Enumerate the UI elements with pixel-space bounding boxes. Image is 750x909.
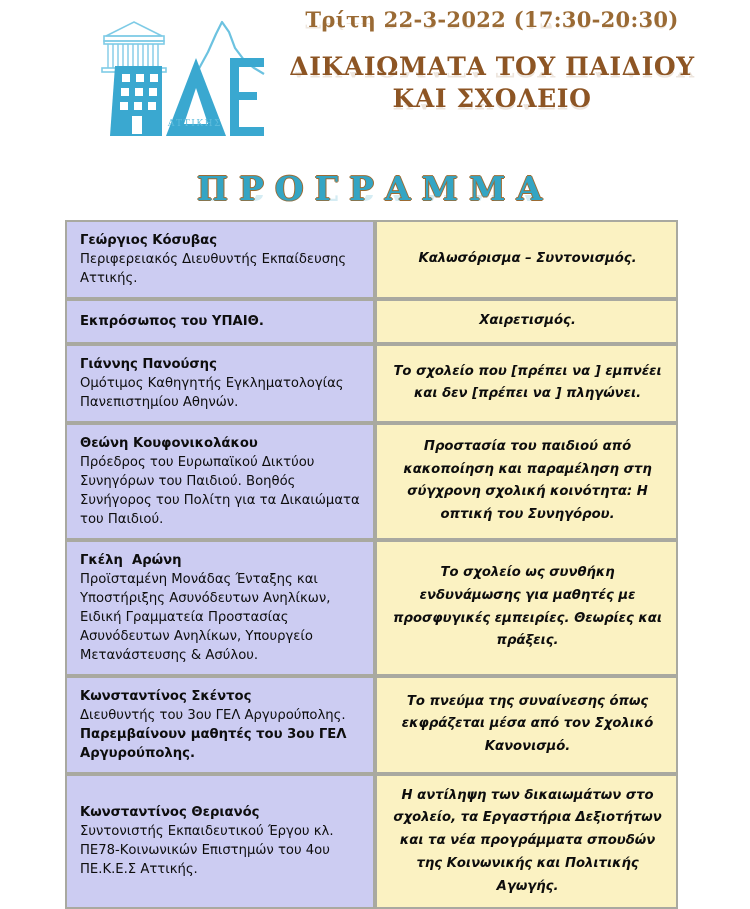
logo-subtitle-text: ΑΤΤΙΚΗΣ xyxy=(167,119,223,129)
speaker-cell xyxy=(65,344,375,423)
table-row xyxy=(65,676,678,774)
speaker-name: Γεώργιος Κόσυβας xyxy=(80,233,218,248)
speaker-cell xyxy=(65,423,375,540)
speaker-role: Διευθυντής του 3ου ΓΕΛ Αργυρούπολης. xyxy=(80,707,346,723)
table-row xyxy=(65,774,678,909)
speaker-name: Κωνσταντίνος Σκέντος xyxy=(80,688,252,704)
speaker-cell xyxy=(65,540,375,676)
topic-cell: Η αντίληψη των δικαιωμάτων στο σχολείο, τα Εργαστήρια Δεξιοτήτων και τα νέα προγράμματα σπουδών της Κοινωνικής και Πολιτικής Αγωγής. xyxy=(375,774,678,909)
table-row xyxy=(65,540,678,676)
logo-dide-attikis xyxy=(88,12,278,142)
page-title-line-1: ΔΙΚΑΙΩΜΑΤΑ ΤΟΥ ΠΑΙΔΙΟΥ ΔΙΚΑΙΩΜΑΤΑ ΤΟΥ ΠΑΙΔΙΟΥ xyxy=(282,51,702,83)
programme-table-body xyxy=(65,220,678,909)
header-text-block xyxy=(282,8,702,115)
speaker-role: Περιφερειακός Διευθυντής Εκπαίδευσης Αττικής. xyxy=(80,252,347,286)
programme-table xyxy=(65,220,678,909)
speaker-name: Εκπρόσωπος του ΥΠΑΙΘ. xyxy=(80,313,264,329)
speaker-cell xyxy=(65,299,375,344)
topic-cell: Χαιρετισμός. xyxy=(375,299,678,344)
speaker-name: Κωνσταντίνος Θεριανός xyxy=(80,805,260,821)
school-building-icon xyxy=(110,66,162,136)
page-header xyxy=(0,0,750,155)
table-row xyxy=(65,220,678,299)
speaker-role: Πρόεδρος του Ευρωπαϊκού Δικτύου Συνηγόρων του Παιδιού. Βοηθός Συνήγορος του Πολίτη για τα Δικαιώματα του Παιδιού. xyxy=(80,454,360,527)
speaker-cell xyxy=(65,774,375,909)
parthenon-icon xyxy=(102,22,166,72)
table-row xyxy=(65,423,678,540)
speaker-name: Γκέλη Αρώνη xyxy=(80,552,182,568)
speaker-role: Συντονιστής Εκπαιδευτικού Έργου κλ. ΠΕ78-Κοινωνικών Επιστημών του 4ου ΠΕ.Κ.Ε.Σ Αττικής. xyxy=(80,824,334,878)
speaker-role: Ομότιμος Καθηγητής Εγκληματολογίας Πανεπιστημίου Αθηνών. xyxy=(80,375,344,410)
speaker-name: Θεώνη Κουφονικολάκου xyxy=(80,435,258,451)
logo-graphic xyxy=(88,12,278,142)
programme-heading: ΠΡΟΓΡΑΜΜΑ ΠΡΟΓΡΑΜΜΑ xyxy=(197,169,553,208)
topic-cell: Το πνεύμα της συναίνεσης όπως εκφράζεται μέσα από τον Σχολικό Κανονισμό. xyxy=(375,676,678,774)
topic-cell: Το σχολείο ως συνθήκη ενδυνάμωσης για μαθητές με προσφυγικές εμπειρίες. Θεωρίες και πράξεις. xyxy=(375,540,678,676)
speaker-cell xyxy=(65,220,375,299)
speaker-role: Παρεμβαίνουν μαθητές του 3ου ΓΕΛ Αργυρούπολης. xyxy=(80,726,347,761)
table-row xyxy=(65,299,678,344)
table-row xyxy=(65,344,678,423)
topic-cell: Προστασία του παιδιού από κακοποίηση και παραμέληση στη σύγχρονη σχολική κοινότητα: Η οπτική του Συνηγόρου. xyxy=(375,423,678,540)
speaker-cell xyxy=(65,676,375,774)
topic-cell: Καλωσόρισμα – Συντονισμός. xyxy=(375,220,678,299)
event-date-time: Τρίτη 22-3-2022 (17:30-20:30) Τρίτη 22-3-2022 (17:30-20:30) xyxy=(282,8,702,32)
page-title-line-2: ΚΑΙ ΣΧΟΛΕΙΟ ΚΑΙ ΣΧΟΛΕΙΟ xyxy=(282,83,702,115)
speaker-name: Γιάννης Πανούσης xyxy=(80,356,217,372)
page-title xyxy=(282,51,702,115)
programme-heading-wrap xyxy=(0,169,750,224)
speaker-role: Προϊσταμένη Μονάδας Ένταξης και Υποστήριξης Ασυνόδευτων Ανηλίκων, Ειδική Γραμματεία Προστασίας Ασυνόδευτων Ανηλίκων, Υπουργείο Μετανάστευσης & Ασύλου. xyxy=(80,571,331,663)
topic-cell: Το σχολείο που [πρέπει να ] εμπνέει και δεν [πρέπει να ] πληγώνει. xyxy=(375,344,678,423)
